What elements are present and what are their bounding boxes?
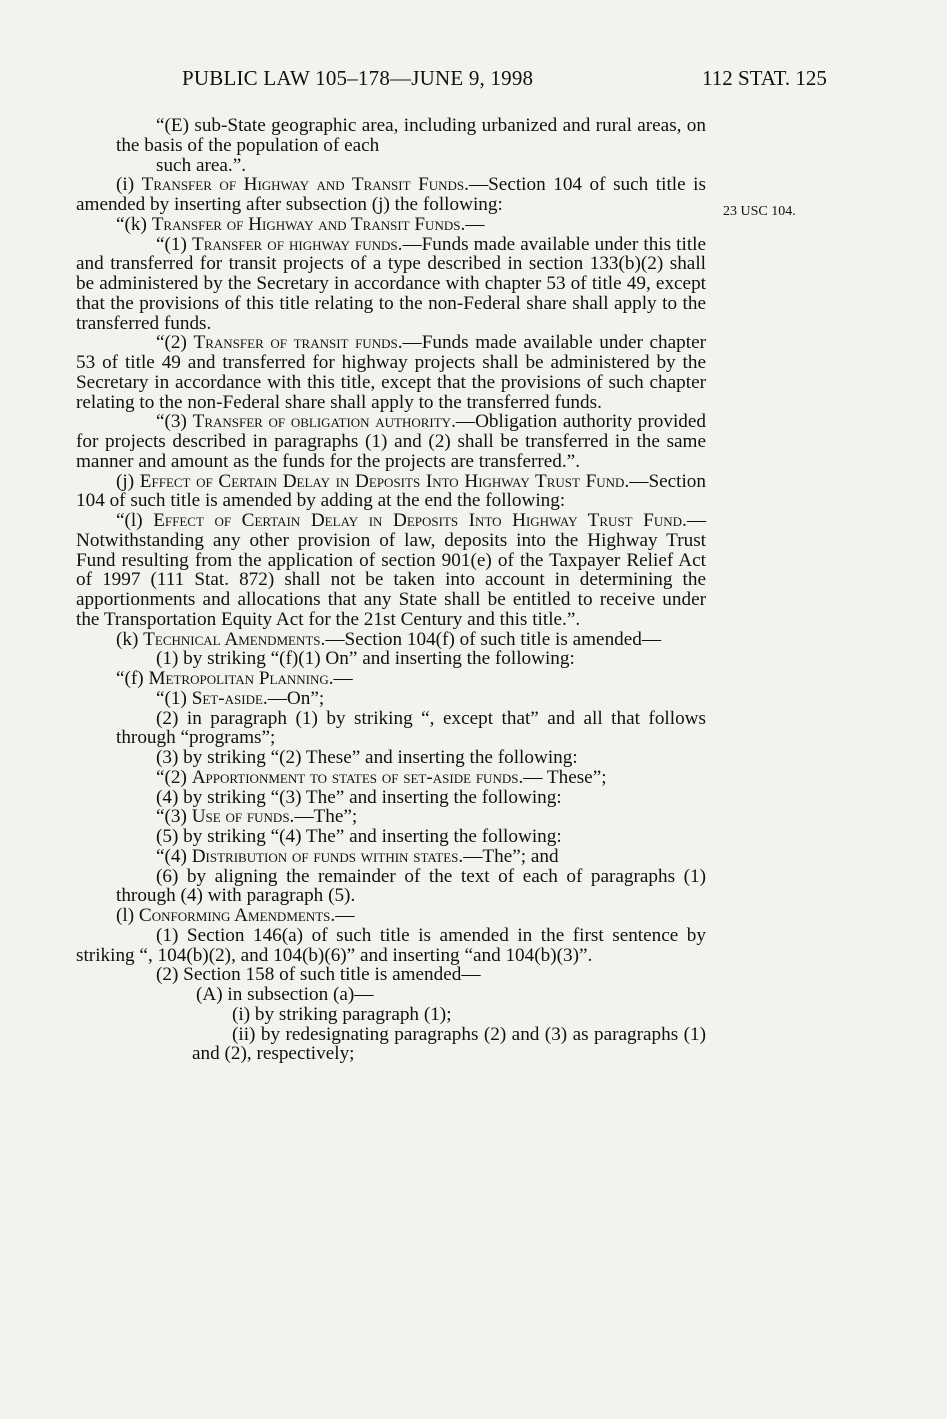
paragraph-2-transit-funds — [76, 333, 706, 412]
amendment-item-6 — [76, 867, 706, 907]
paragraph-text: (2) in paragraph (1) by striking “, except that” and all that follows through “programs”; — [116, 707, 706, 749]
amendment-item-2 — [76, 709, 706, 749]
subsection-text: — — [335, 905, 355, 926]
paragraph-text: (ii) by redesignating paragraphs (2) and (3) as paragraphs (1) and (2), respectively; — [192, 1023, 706, 1065]
paragraph-heading: Distribution of funds within states. — [191, 845, 464, 867]
conforming-item-2-a-ii — [76, 1025, 706, 1065]
paragraph-heading: Set-aside. — [191, 687, 268, 709]
paragraph-e — [76, 116, 706, 156]
subsection-number: (i) — [116, 174, 142, 196]
conforming-item-2 — [76, 965, 706, 985]
paragraph-text: (A) in subsection (a)— — [196, 984, 374, 1005]
subsection-heading: Effect of Certain Delay in Deposits Into Highway Trust Fund. — [139, 470, 630, 492]
paragraph-text: (3) by striking “(2) These” and inserting the following: — [156, 747, 578, 768]
quoted-paragraph-use-of-funds — [76, 807, 706, 827]
paragraph-number: “(2) — [156, 766, 192, 788]
paragraph-text: (2) Section 158 of such title is amended— — [156, 964, 481, 986]
amendment-item-3 — [76, 748, 706, 768]
margin-citation: 23 USC 104. — [723, 204, 796, 219]
subsection-number: (l) — [116, 905, 139, 926]
quoted-paragraph-distribution — [76, 847, 706, 867]
subsection-l — [76, 906, 706, 926]
paragraph-text: — These”; — [523, 766, 607, 788]
paragraph-text: —On”; — [267, 687, 325, 709]
paragraph-heading: Apportionment to states of set-aside funds. — [191, 766, 524, 788]
running-title: PUBLIC LAW 105–178—JUNE 9, 1998 — [182, 66, 534, 90]
subsection-k-quoted — [76, 215, 706, 235]
paragraph-heading: Use of funds. — [191, 806, 295, 828]
subsection-heading: Effect of Certain Delay in Deposits Into Highway Trust Fund. — [153, 510, 687, 531]
subsection-text: — — [333, 668, 353, 689]
paragraph-text: —Funds made available under chapter 53 of title 49 and transferred for highway projects shall be administered by the Secretary in accordance with this title, except that the provisions of such chapter relating to the non-Federal share shall apply to the transferred funds. — [76, 332, 706, 413]
paragraph-text: “(E) sub-State geographic area, including urbanized and rural areas, on the basis of the population of each — [116, 115, 706, 156]
paragraph-heading: Transfer of highway funds. — [191, 233, 403, 255]
quoted-paragraph-set-aside — [76, 689, 706, 709]
paragraph-number: “(3) — [156, 806, 192, 828]
paragraph-text: (5) by striking “(4) The” and inserting the following: — [156, 826, 562, 847]
paragraph-text: (i) by striking paragraph (1); — [232, 1003, 452, 1025]
subsection-l-quoted — [76, 511, 706, 630]
subsection-number: “(f) — [116, 668, 149, 689]
page-header — [0, 66, 947, 96]
quoted-paragraph-apportionment — [76, 768, 706, 788]
paragraph-text: —Obligation authority provided for projects described in paragraphs (1) and (2) shall be transferred in the same manner and amount as the funds for the projects are transferred.”. — [76, 411, 706, 472]
paragraph-3-obligation-authority — [76, 412, 706, 471]
subsection-i — [76, 175, 706, 215]
paragraph-number: “(3) — [156, 411, 193, 433]
subsection-heading: Metropolitan Planning. — [148, 668, 334, 689]
paragraph-text: (4) by striking “(3) The” and inserting the following: — [156, 786, 562, 808]
paragraph-1-highway-funds — [76, 235, 706, 334]
paragraph-text: (1) by striking “(f)(1) On” and inserting the following: — [156, 648, 575, 670]
paragraph-number: “(2) — [156, 332, 194, 354]
paragraph-text: (1) Section 146(a) of such title is amended in the first sentence by striking “, 104(b)(2), and 104(b)(6)” and inserting “and 104(b)(3)”. — [76, 924, 706, 966]
conforming-item-2-a-i — [76, 1005, 706, 1025]
paragraph-number: “(1) — [156, 687, 192, 709]
subsection-text: —Section 104 of such title is amended by adding at the end the following: — [76, 470, 706, 512]
subsection-number: (j) — [116, 470, 140, 492]
paragraph-text: such area.”. — [156, 154, 247, 176]
subsection-k — [76, 630, 706, 650]
paragraph-heading: Transfer of transit funds. — [193, 332, 403, 354]
subsection-j — [76, 472, 706, 512]
subsection-text: —Section 104(f) of such title is amended— — [325, 628, 662, 650]
paragraph-heading: Transfer of obligation authority. — [192, 411, 456, 433]
amendment-item-5 — [76, 827, 706, 847]
amendment-item-4 — [76, 788, 706, 808]
statute-page-reference: 112 STAT. 125 — [702, 66, 827, 90]
conforming-item-1 — [76, 926, 706, 966]
paragraph-number: “(1) — [156, 233, 192, 255]
paragraph-text: —The”; and — [463, 845, 559, 867]
paragraph-text: —The”; — [294, 806, 358, 828]
statute-body — [76, 116, 706, 1064]
subsection-heading: Transfer of Highway and Transit Funds. — [151, 213, 466, 235]
subsection-heading: Technical Amendments. — [143, 628, 326, 650]
subsection-text: —Section 104 of such title is amended by inserting after subsection (j) the following: — [76, 174, 706, 215]
amendment-item-1 — [76, 649, 706, 669]
subsection-text: — — [465, 213, 485, 235]
subsection-text: —Notwithstanding any other provision of law, deposits into the Highway Trust Fund resulting from the application of section 901(e) of the Taxpayer Relief Act of 1997 (111 Stat. 872) shall not be taken into account in determining the apportionments and allocations that any State shall be entitled to receive under the Transportation Equity Act for the 21st Century and this title.”. — [76, 510, 706, 630]
subsection-number: “(k) — [116, 213, 152, 235]
subsection-heading: Conforming Amendments. — [138, 905, 336, 926]
paragraph-text: —Funds made available under this title and transferred for transit projects of a type described in section 133(b)(2) shall be administered by the Secretary in accordance with chapter 53 of title 49, except that the provisions of this title relating to the non-Federal share shall apply to the transferred funds. — [76, 233, 707, 334]
subsection-heading: Transfer of Highway and Transit Funds. — [141, 174, 469, 196]
paragraph-e-continuation — [76, 156, 706, 176]
conforming-item-2-a — [76, 985, 706, 1005]
subsection-number: (k) — [116, 628, 144, 650]
paragraph-text: (6) by aligning the remainder of the text of each of paragraphs (1) through (4) with paragraph (5). — [116, 865, 706, 907]
quoted-subsection-f — [76, 669, 706, 689]
subsection-number: “(l) — [116, 510, 154, 531]
paragraph-number: “(4) — [156, 845, 192, 867]
